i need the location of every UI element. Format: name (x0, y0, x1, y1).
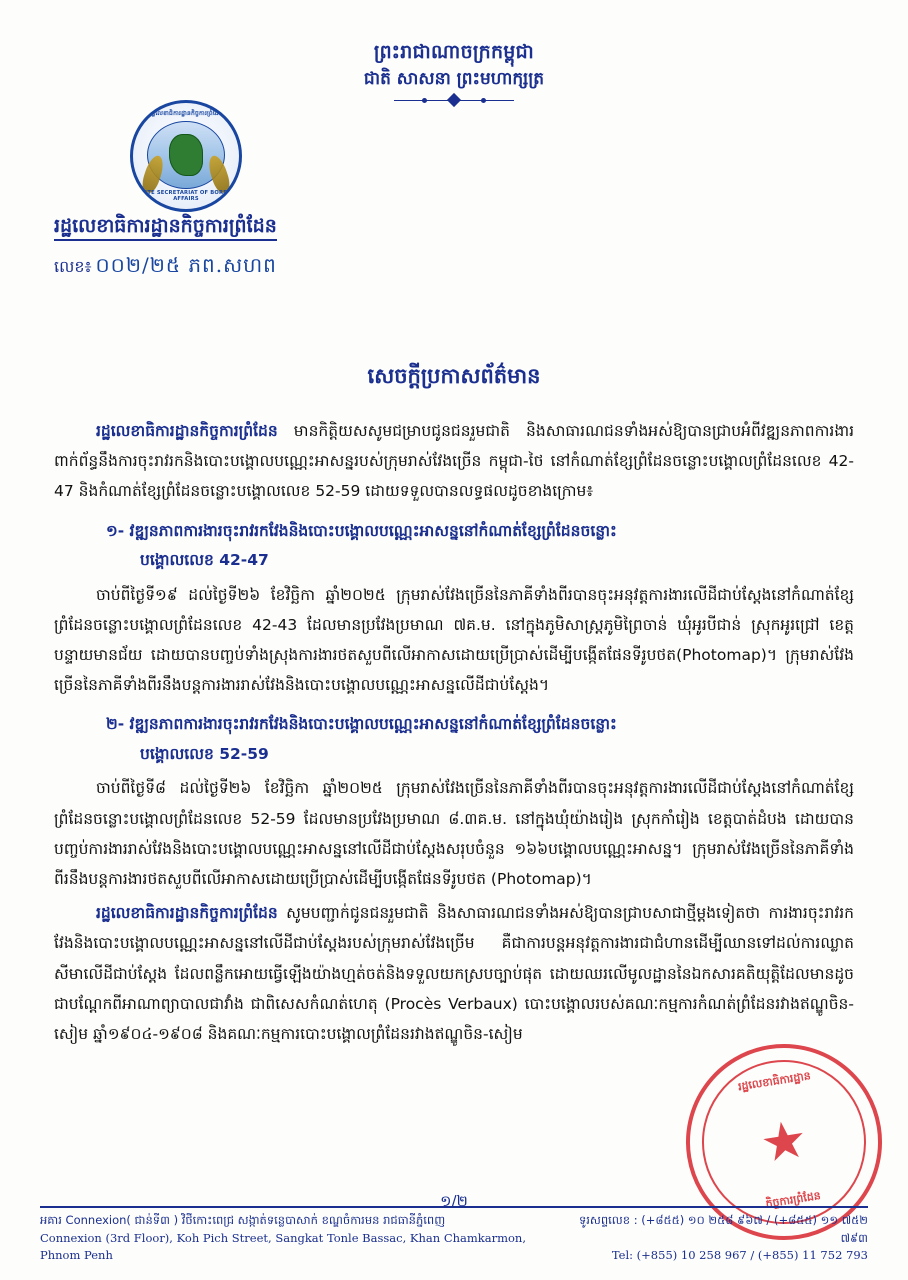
section-2-heading-line1: ២- វឌ្ឍនភាពការងារចុះរាវរកវែងនិងបោះបង្គោលបណ្ណេះអាសន្ននៅកំណាត់ខ្សែព្រំដែនចន្លោះ (106, 715, 617, 734)
institution-emblem (130, 100, 256, 212)
star-icon: ★ (756, 1108, 812, 1176)
page-number: ១/២ (440, 1192, 468, 1210)
intro-rest: មានកិត្តិយសសូមជម្រាបជូនជនរួមជាតិ និងសាធារណជនទាំងអស់ឱ្យបានជ្រាបអំពីវឌ្ឍនភាពការងារពាក់ព័ន្ធនឹងការចុះរាវរកនិងបោះបង្គោលបណ្ណេះអាសន្នរបស់ក្រុមរាស់វែងច្រើន កម្ពុជា-ថៃ នៅកំណាត់ខ្សែព្រំដែនចន្លោះបង្គោលព្រំដែនលេខ 42-47 និងកំណាត់ខ្សែព្រំដែនចន្លោះបង្គោលលេខ 52-59 ដោយទទួលបានលទ្ធផលដូចខាងក្រោម៖ (54, 422, 854, 501)
footer-address-en: Connexion (3rd Floor), Koh Pich Street, Sangkat Tonle Bassac, Khan Chamkarmon, Phnom Penh (40, 1230, 526, 1262)
issuing-office-title: រដ្ឋលេខាធិការដ្ឋានកិច្ចការព្រំដែន (54, 214, 277, 242)
footer-contact (568, 1212, 868, 1264)
ornament-divider (394, 94, 514, 108)
seal-bottom-text: កិច្ចការព្រំដែន (764, 1189, 822, 1211)
closing-lead: រដ្ឋលេខាធិការដ្ឋានកិច្ចការព្រំដែន (96, 904, 278, 923)
document-body (54, 416, 854, 1049)
document-number-label: លេខ៖ (54, 257, 92, 276)
closing-rest: សូមបញ្ជាក់ជូនជនរួមជាតិ និងសាធារណជនទាំងអស់ឱ្យបានជ្រាបសាជាថ្មីម្តងទៀតថា ការងារចុះរាវរកវែងនិងបោះបង្គោលបណ្ណេះអាសន្ននៅលើដីជាប់ស្តែងរបស់ក្រុមរាស់វែងច្រើម គឺជាការបន្តអនុវត្តការងារជាជំហានដើម្បីឈានទៅដល់ការឈ្លាតសីមាលើដីជាប់ស្តែង ដែលពន្លឹកអោយធ្វើឡើងយ៉ាងហ្មត់ចត់និងទទួលយកស្របច្បាប់ផុត ដោយឈរលើមូលដ្ឋាននៃឯកសារគតិយុត្តិដែលមានដូចជាបណ្តែកពីអាណាព្យាបាលជាវាំង ជាពិសេសកំណត់ហេតុ (Procès Verbaux) បោះបង្គោលរបស់គណៈកម្មការកំណត់ព្រំដែនរវាងឥណ្ឌូចិន-សៀម ឆ្នាំ១៩០៤-១៩០៨ និងគណៈកម្មការបោះបង្គោលព្រំដែនរវាងឥណ្ឌូចិន-សៀម (54, 904, 854, 1044)
section-2-body: ចាប់ពីថ្ងៃទី៨ ដល់ថ្ងៃទី២៦ ខែវិច្ឆិកា ឆ្នាំ២០២៥ ក្រុមរាស់វែងច្រើននៃភាគីទាំងពីរបានចុះអនុវត្តការងារលើដីជាប់ស្តែងនៅកំណាត់ខ្សែព្រំដែនចន្លោះបង្គោលព្រំដែនលេខ 52-59 ដែលមានប្រវែងប្រមាណ ៨.៣គ.ម. នៅក្នុងឃុំយ៉ាងរៀង ស្រុកកាំរៀង ខេត្តបាត់ដំបង ដោយបានបញ្ចប់ការងាររាស់វែងនិងបោះបង្គោលបណ្ណេះអាសន្ននៅលើដីជាប់ស្តែងសរុបចំនួន ១៦៦បង្គោលបណ្ណេះអាសន្ន។ ក្រុមរាស់វែងច្រើននៃភាគីទាំងពីរនឹងបន្តការងារថតសួបពីលើអាកាសដោយប្រើប្រាស់ដើម្បីបង្កើតផែនទីរូបថត (Photomap)។ (54, 779, 854, 888)
footer-address (40, 1212, 568, 1264)
intro-lead: រដ្ឋលេខាធិការដ្ឋានកិច្ចការព្រំដែន (96, 422, 278, 440)
cambodia-map-icon (169, 134, 203, 176)
footer-address-kh: អគារ Connexion( ជាន់ទី៣ ) វិថីកោះពេជ្រ សង្កាត់ទន្លេបាសាក់ ខណ្ឌចំការមន រាជធានីភ្នំពេញ (40, 1213, 446, 1228)
document-number (54, 252, 277, 282)
intro-paragraph (54, 416, 854, 507)
section-2-heading (54, 710, 854, 769)
section-1-heading-line1: ១- វឌ្ឍនភាពការងារចុះរាវរកវែងនិងបោះបង្គោលបណ្ណេះអាសន្ននៅកំណាត់ខ្សែព្រំដែនចន្លោះ (106, 521, 617, 540)
motto-line: ជាតិ សាសនា ព្រះមហាក្សត្រ (363, 68, 545, 89)
closing-paragraph (54, 898, 854, 1049)
section-1-body: ចាប់ពីថ្ងៃទី១៩ ដល់ថ្ងៃទី២៦ ខែវិច្ឆិកា ឆ្នាំ២០២៥ ក្រុមរាស់វែងច្រើននៃភាគីទាំងពីរបានចុះអនុវត្តការងារលើដីជាប់ស្តែងនៅកំណាត់ខ្សែព្រំដែនចន្លោះបង្គោលព្រំដែនលេខ 42-43 ដែលមានប្រវែងប្រមាណ ៧គ.ម. នៅក្នុងភូមិសាស្ត្រភូមិព្រៃចាន់ ឃុំអូរបីជាន់ ស្រុកអូរជ្រៅ ខេត្តបន្ទាយមានជ័យ ដោយបានបញ្ចប់ទាំងស្រុងការងារថតសួបពីលើអាកាសដោយប្រើប្រាស់ដើម្បីបង្កើតផែនទីរូបថត(Photomap)។ ក្រុមរាស់វែងច្រើននៃភាគីទាំងពីរនឹងបន្តការងាររាស់វែងនិងបោះបង្គោលបណ្ណេះអាសន្នលើដីជាប់ស្តែង។ (54, 585, 854, 695)
national-header (54, 38, 854, 108)
kingdom-line: ព្រះរាជាណាចក្រកម្ពុជា (373, 41, 535, 63)
section-1-heading-line2: បង្គោលលេខ 42-47 (140, 551, 269, 570)
emblem-ring-text-kh: រដ្ឋលេខាធិការដ្ឋានកិច្ចការព្រំដែន (149, 110, 223, 117)
document-number-value: ០០២/២៥ ភព.សហព (95, 253, 277, 277)
section-1-heading (54, 517, 854, 576)
page-title: សេចក្តីប្រកាសព័ត៌មាន (367, 364, 541, 388)
page-footer (40, 1206, 868, 1264)
seal-top-text: រដ្ឋលេខាធិការដ្ឋាន (737, 1069, 812, 1094)
section-2-heading-line2: បង្គោលលេខ 52-59 (140, 744, 269, 763)
emblem-ring-text-en: STATE SECRETARIAT OF BORDER AFFAIRS (136, 190, 236, 202)
footer-phone-kh: ទូរសព្ទលេខ : (+៨៥៥) ១០ ២៥៨ ៩៦៧ / (+៨៥៥) ១១ ៧៥២ ៧៩៣ (578, 1213, 868, 1245)
footer-phone-en: Tel: (+855) 10 258 967 / (+855) 11 752 793 (611, 1247, 868, 1262)
emblem-circle (130, 100, 242, 212)
